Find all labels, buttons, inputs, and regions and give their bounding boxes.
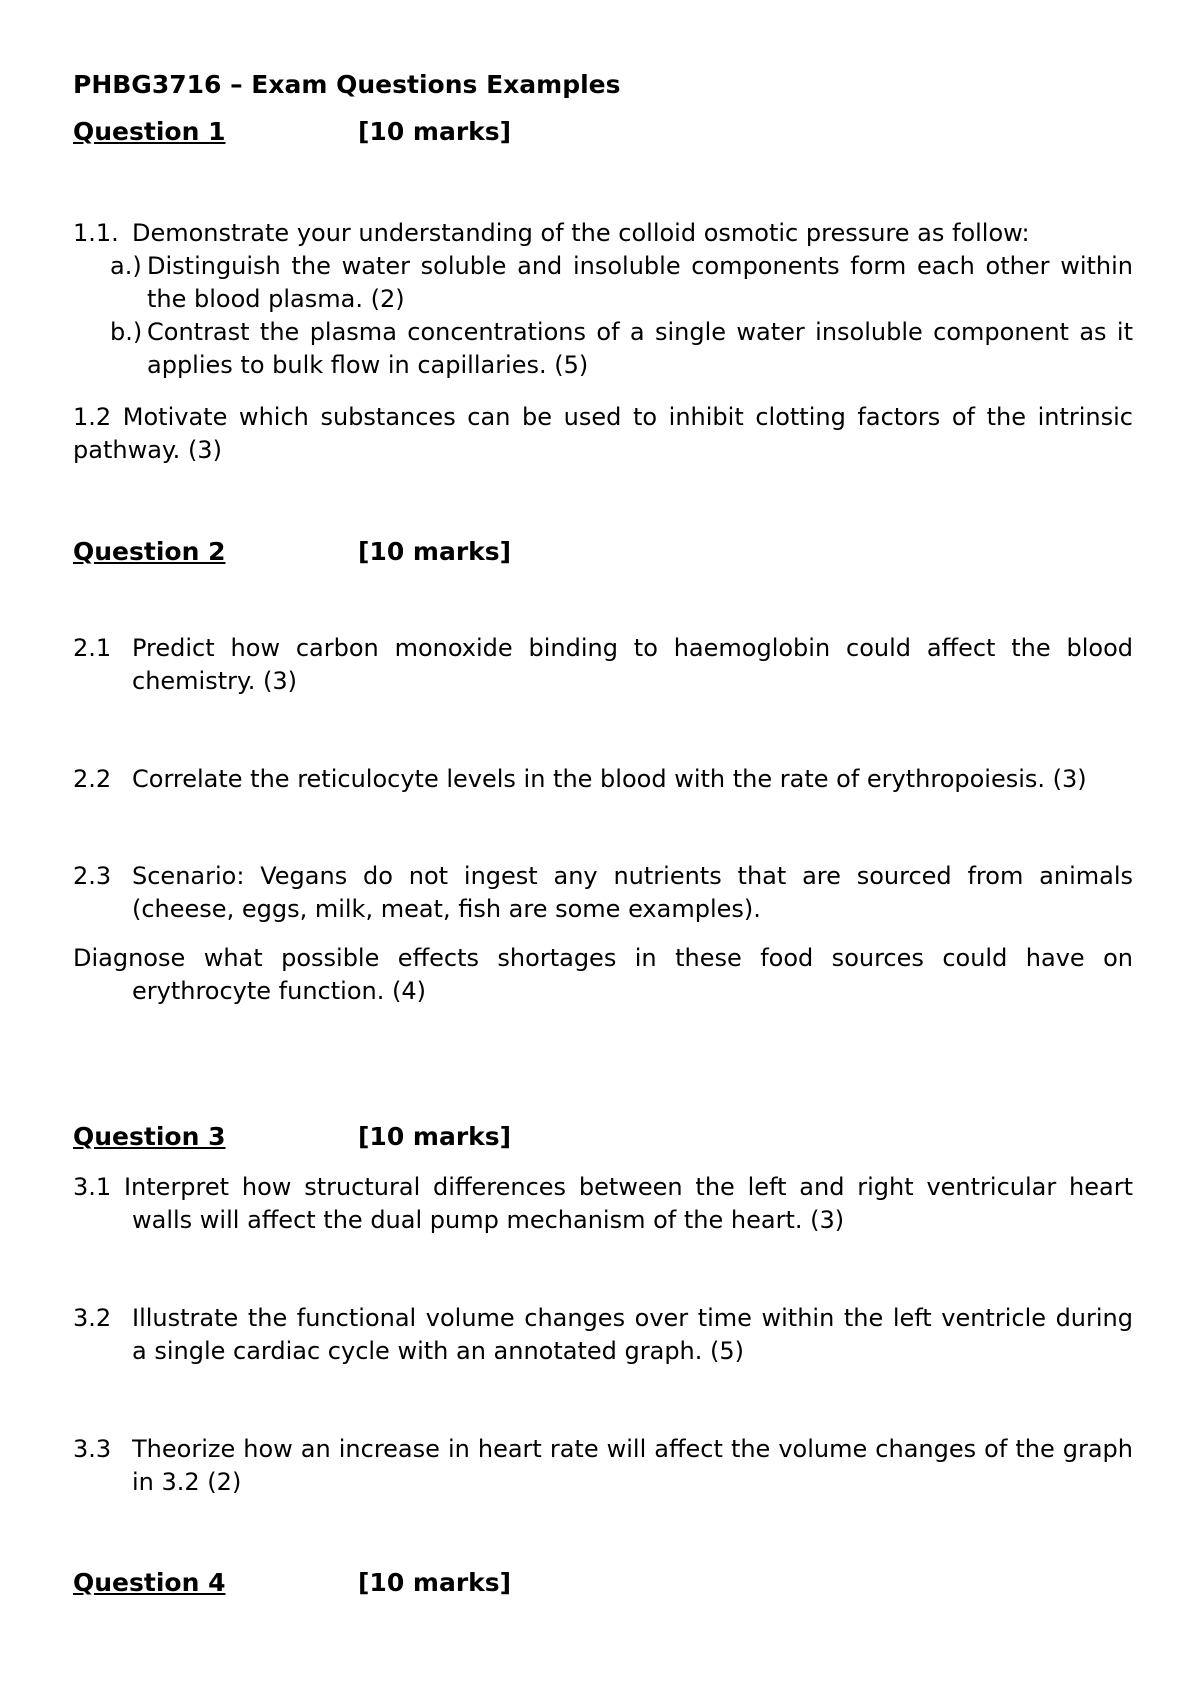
question-2-2 <box>73 763 1133 796</box>
question-2-heading <box>73 537 553 571</box>
question-2-3-diagnose: Diagnose what possible effects shortages in these food sources could have on erythrocyte function. (4) <box>73 944 1133 1005</box>
question-3-3-text: Theorize how an increase in heart rate will affect the volume changes of the graph in 3.2 (2) <box>132 1435 1133 1496</box>
question-3-1: 3.1 Interpret how structural differences between the left and right ventricular heart walls will affect the dual pump mechanism of the heart. (3) <box>73 1173 1133 1234</box>
question-4-label: Question 4 <box>73 1568 226 1597</box>
question-2-marks: [10 marks] <box>358 537 512 566</box>
question-1-1-b-text: Contrast the plasma concentrations of a single water insoluble component as it applies to bulk flow in capillaries. (5) <box>147 318 1133 379</box>
document-title: PHBG3716 – Exam Questions Examples <box>73 70 621 99</box>
question-2-label: Question 2 <box>73 537 226 566</box>
question-2-1-number: 2.1 <box>73 634 112 662</box>
question-3-label: Question 3 <box>73 1122 226 1151</box>
question-2-3-number: 2.3 <box>73 862 112 890</box>
question-3-2 <box>73 1302 1133 1368</box>
question-3-marks: [10 marks] <box>358 1122 512 1151</box>
question-2-3-text: Scenario: Vegans do not ingest any nutrients that are sourced from animals (cheese, eggs, milk, meat, fish are some examples). <box>132 862 1133 923</box>
question-1-1-a-letter: a.) <box>110 252 142 280</box>
question-2-2-number: 2.2 <box>73 765 112 793</box>
question-2-3 <box>73 860 1133 926</box>
question-1-1-b-letter: b.) <box>110 318 143 346</box>
question-1-1 <box>73 217 1133 250</box>
question-4-marks: [10 marks] <box>358 1568 512 1597</box>
question-2-2-text: Correlate the reticulocyte levels in the blood with the rate of erythropoiesis. (3) <box>132 765 1087 793</box>
question-1-1-text: Demonstrate your understanding of the colloid osmotic pressure as follow: <box>132 219 1030 247</box>
question-3-heading <box>73 1122 553 1156</box>
question-1-1-a <box>110 250 1133 316</box>
question-3-2-number: 3.2 <box>73 1304 112 1332</box>
question-1-marks: [10 marks] <box>358 117 512 146</box>
question-1-1-b <box>110 316 1133 382</box>
question-3-2-text: Illustrate the functional volume changes over time within the left ventricle during a single cardiac cycle with an annotated graph. (5) <box>132 1304 1133 1365</box>
question-2-1 <box>73 632 1133 698</box>
question-1-label: Question 1 <box>73 117 226 146</box>
question-4-heading <box>73 1568 553 1602</box>
question-1-heading <box>73 117 553 151</box>
question-2-1-text: Predict how carbon monoxide binding to haemoglobin could affect the blood chemistry. (3) <box>132 634 1133 695</box>
question-1-1-a-text: Distinguish the water soluble and insoluble components form each other within the blood plasma. (2) <box>147 252 1133 313</box>
question-3-3 <box>73 1433 1133 1499</box>
question-1-2: 1.2 Motivate which substances can be used to inhibit clotting factors of the intrinsic pathway. (3) <box>73 403 1133 464</box>
question-3-3-number: 3.3 <box>73 1435 112 1463</box>
question-1-1-number: 1.1. <box>73 219 119 247</box>
